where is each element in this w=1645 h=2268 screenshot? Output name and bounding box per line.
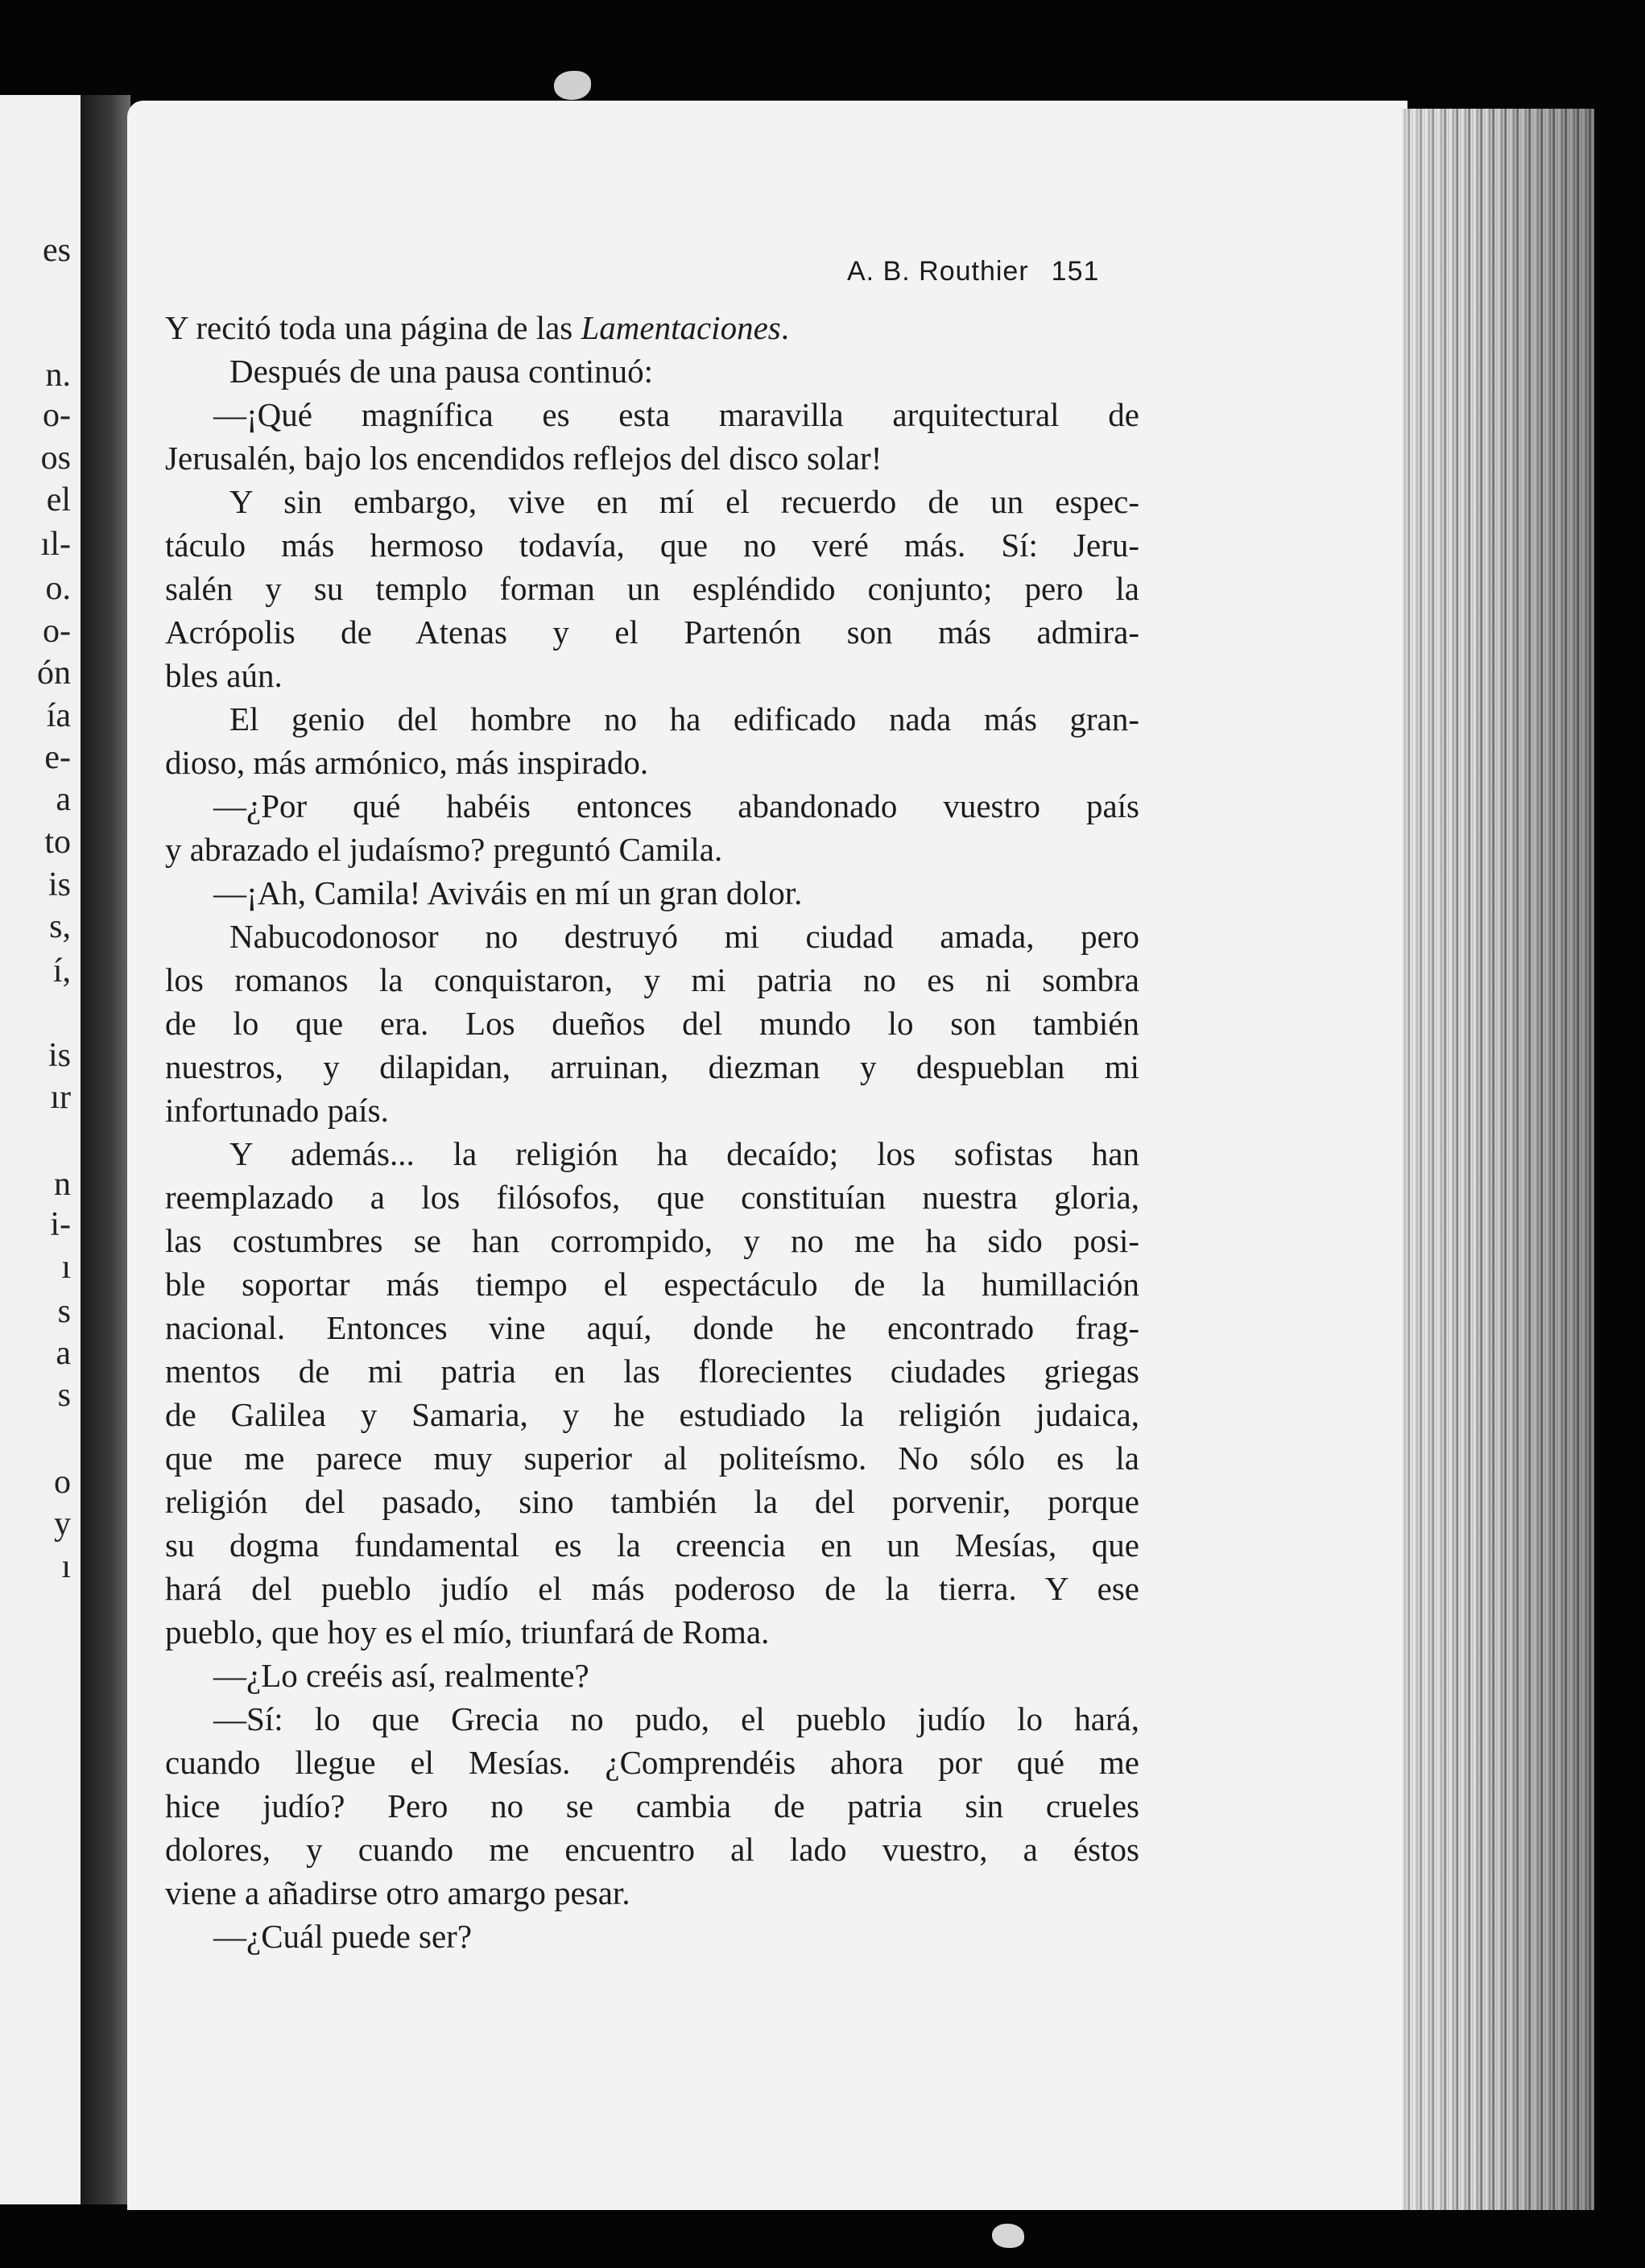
text-line: las costumbres se han corrompido, y no me ha sido posi- [165,1222,1139,1259]
left-page-fragment: o- [43,613,71,650]
text-line: —¿Por qué habéis entonces abandonado vuestro país [213,787,1139,824]
previous-page-strip [0,95,81,2204]
text-line: dolores, y cuando me encuentro al lado vuestro, a éstos [165,1831,1139,1868]
page-number: 151 [1051,256,1100,287]
text-line: los romanos la conquistaron, y mi patria no es ni sombra [165,961,1139,998]
left-page-fragment: os [40,440,71,477]
text-line: Y sin embargo, vive en mí el recuerdo de un espec- [229,483,1139,520]
text-line: Nabucodonosor no destruyó mi ciudad amada, pero [229,918,1139,955]
left-page-fragment: es [43,232,71,269]
text-line: cuando llegue el Mesías. ¿Comprendéis ahora por qué me [165,1744,1139,1781]
left-page-fragment: n. [45,357,71,394]
left-page-fragment: s [57,1377,71,1414]
left-page-fragment: i- [50,1206,71,1243]
text-line: —¿Lo creéis así, realmente? [213,1657,589,1694]
scan-artifact [554,71,591,100]
text-line: hice judío? Pero no se cambia de patria sin crueles [165,1787,1139,1824]
text-line: Y además... la religión ha decaído; los sofistas han [229,1135,1139,1172]
left-page-fragment: ía [46,697,71,734]
left-page-fragment: s, [49,908,71,945]
left-page-fragment: s [57,1293,71,1330]
text-line: religión del pasado, sino también la del porvenir, porque [165,1483,1139,1520]
left-page-fragment: y [54,1506,71,1543]
text-line: su dogma fundamental es la creencia en un Mesías, que [165,1526,1139,1564]
text-line: viene a añadirse otro amargo pesar. [165,1874,630,1911]
text-line: —Sí: lo que Grecia no pudo, el pueblo judío lo hará, [213,1700,1139,1737]
left-page-fragment: ıl- [40,526,71,563]
left-page-fragment: o. [45,570,71,607]
text-line: —¿Cuál puede ser? [213,1918,473,1955]
text-line: ble soportar más tiempo el espectáculo de la humillación [165,1266,1139,1303]
text-line: nuestros, y dilapidan, arruinan, diezman y despueblan mi [165,1048,1139,1085]
text-line: reemplazado a los filósofos, que constituían nuestra gloria, [165,1179,1139,1216]
running-header [847,256,1099,287]
left-page-fragment: n [54,1166,71,1203]
left-page-fragment: í, [52,952,71,989]
text-line: Jerusalén, bajo los encendidos reflejos del disco solar! [165,440,882,477]
left-page-fragment: to [44,824,71,861]
text-line: salén y su templo forman un espléndido conjunto; pero la [165,570,1139,607]
text-line: infortunado país. [165,1092,389,1129]
text-line: Acrópolis de Atenas y el Partenón son más admira- [165,613,1139,651]
book-gutter [81,95,130,2204]
text-line: Después de una pausa continuó: [229,353,654,390]
italic-title: Lamentaciones [581,309,781,346]
left-page-fragment: ı [61,1548,71,1585]
left-page-fragment: a [56,1335,71,1372]
left-page-fragment: ón [37,655,71,692]
left-page-fragment: a [56,781,71,818]
left-page-fragment: is [48,866,71,903]
text-line: mentos de mi patria en las florecientes ciudades griegas [165,1353,1139,1390]
left-page-fragment: ır [50,1079,71,1116]
left-page-fragment: el [46,481,71,518]
left-page-fragment: o- [43,397,71,434]
text-line: de lo que era. Los dueños del mundo lo son también [165,1005,1139,1042]
running-header-author: A. B. Routhier [847,256,1029,287]
left-page-fragment: o [54,1464,71,1501]
text-line: táculo más hermoso todavía, que no veré más. Sí: Jeru- [165,527,1139,564]
text-line: que me parece muy superior al politeísmo. No sólo es la [165,1440,1139,1477]
text-line: —¡Qué magnífica es esta maravilla arquitectural de [213,396,1139,433]
left-page-fragment: ı [61,1249,71,1286]
text-line: hará del pueblo judío el más poderoso de la tierra. Y ese [165,1570,1139,1607]
text-line: Y recitó toda una página de las Lamentaciones. [165,309,789,346]
text-line: dioso, más armónico, más inspirado. [165,744,649,781]
text-line: y abrazado el judaísmo? preguntó Camila. [165,831,723,868]
text-line: —¡Ah, Camila! Aviváis en mí un gran dolor. [213,874,803,911]
text-line: de Galilea y Samaria, y he estudiado la religión judaica, [165,1396,1139,1433]
body-text [165,306,1139,1958]
left-page-fragment: is [48,1037,71,1074]
text-line: bles aún. [165,657,283,694]
scan-artifact [992,2224,1024,2248]
text-line: nacional. Entonces vine aquí, donde he encontrado frag- [165,1309,1139,1346]
text-line: pueblo, que hoy es el mío, triunfará de Roma. [165,1613,770,1650]
left-page-fragment: e- [44,739,71,776]
text-line: El genio del hombre no ha edificado nada más gran- [229,700,1139,737]
page-edges [1401,109,1594,2210]
